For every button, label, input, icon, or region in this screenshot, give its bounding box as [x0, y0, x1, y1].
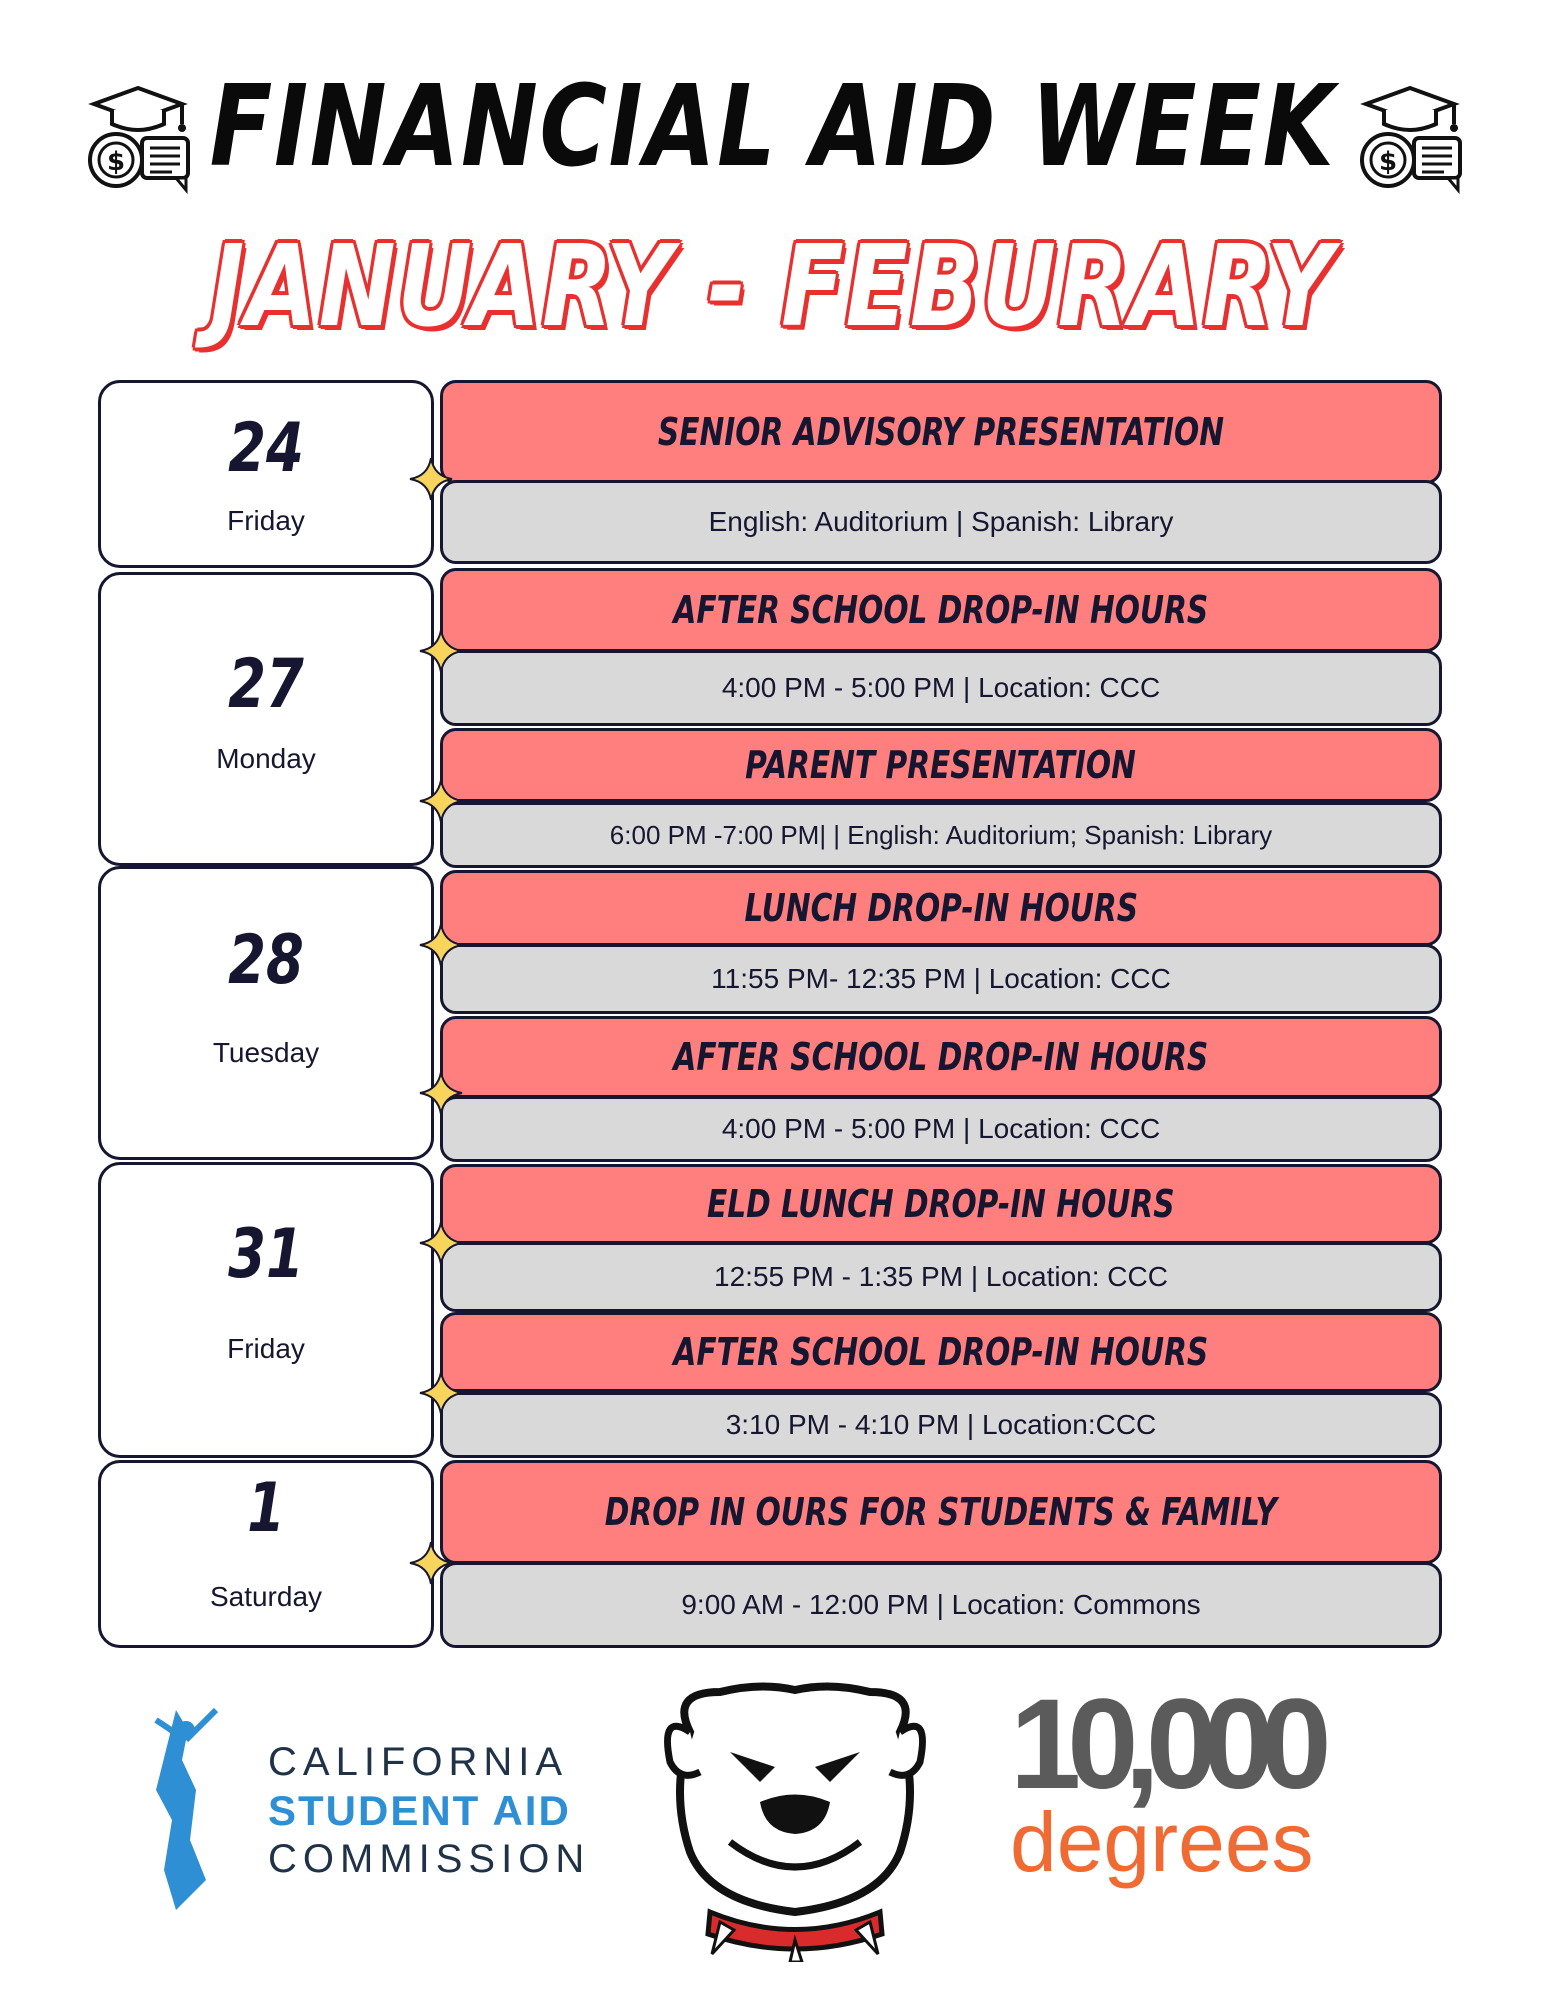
- event-title: DROP IN OURS FOR STUDENTS & FAMILY: [440, 1460, 1442, 1564]
- event-title: LUNCH DROP-IN HOURS: [440, 870, 1442, 946]
- star-icon: [418, 1370, 464, 1416]
- event-title: ELD LUNCH DROP-IN HOURS: [440, 1164, 1442, 1244]
- star-icon: [418, 628, 464, 674]
- csac-figure-logo: [136, 1700, 236, 1920]
- event-detail: 11:55 PM- 12:35 PM | Location: CCC: [440, 944, 1442, 1014]
- event-detail: English: Auditorium | Spanish: Library: [440, 480, 1442, 564]
- svg-text:$: $: [106, 147, 126, 177]
- event-title: AFTER SCHOOL DROP-IN HOURS: [440, 568, 1442, 652]
- day-card: [98, 1460, 434, 1648]
- day-number: 1: [247, 1469, 285, 1548]
- event-detail: 3:10 PM - 4:10 PM | Location:CCC: [440, 1392, 1442, 1458]
- star-icon: [418, 1220, 464, 1266]
- event-detail: 9:00 AM - 12:00 PM | Location: Commons: [440, 1562, 1442, 1648]
- event-detail: 4:00 PM - 5:00 PM | Location: CCC: [440, 1096, 1442, 1162]
- event-title: AFTER SCHOOL DROP-IN HOURS: [440, 1016, 1442, 1098]
- star-icon: [418, 922, 464, 968]
- csac-line-1: CALIFORNIA: [268, 1740, 569, 1784]
- star-icon: [408, 1540, 454, 1586]
- event-title: AFTER SCHOOL DROP-IN HOURS: [440, 1312, 1442, 1392]
- event-detail: 12:55 PM - 1:35 PM | Location: CCC: [440, 1242, 1442, 1312]
- day-card: [98, 572, 434, 866]
- day-number: 27: [228, 645, 304, 724]
- 10000-degrees-logo: [1010, 1673, 1410, 1889]
- day-name: Tuesday: [212, 1037, 320, 1068]
- star-icon: [408, 456, 454, 502]
- day-number: 31: [228, 1215, 304, 1294]
- degrees-word: degrees: [1010, 1795, 1314, 1889]
- svg-text:$: $: [1378, 147, 1398, 177]
- csac-line-3: COMMISSION: [268, 1837, 591, 1881]
- day-card: [98, 380, 434, 568]
- degrees-number: 10,000: [1010, 1673, 1318, 1816]
- day-name: Friday: [227, 505, 305, 536]
- star-icon: [418, 1070, 464, 1116]
- csac-logo-text: [268, 1740, 608, 1882]
- day-name: Monday: [216, 743, 316, 774]
- star-icon: [418, 778, 464, 824]
- day-name: Friday: [227, 1333, 305, 1364]
- day-card: [98, 866, 434, 1160]
- event-detail: 4:00 PM - 5:00 PM | Location: CCC: [440, 650, 1442, 726]
- page-subtitle: JANUARY - FEBURARY: [210, 222, 1335, 352]
- day-number: 28: [228, 921, 304, 1000]
- bulldog-mascot-logo: [650, 1672, 940, 1962]
- event-detail: 6:00 PM -7:00 PM| | English: Auditorium; Spanish: Library: [440, 802, 1442, 868]
- event-title: SENIOR ADVISORY PRESENTATION: [440, 380, 1442, 484]
- day-card: [98, 1162, 434, 1458]
- event-title: PARENT PRESENTATION: [440, 728, 1442, 802]
- day-name: Saturday: [209, 1581, 323, 1612]
- csac-line-2: STUDENT AID: [268, 1787, 571, 1834]
- page-title: FINANCIAL AID WEEK: [209, 62, 1336, 192]
- day-number: 24: [228, 409, 304, 488]
